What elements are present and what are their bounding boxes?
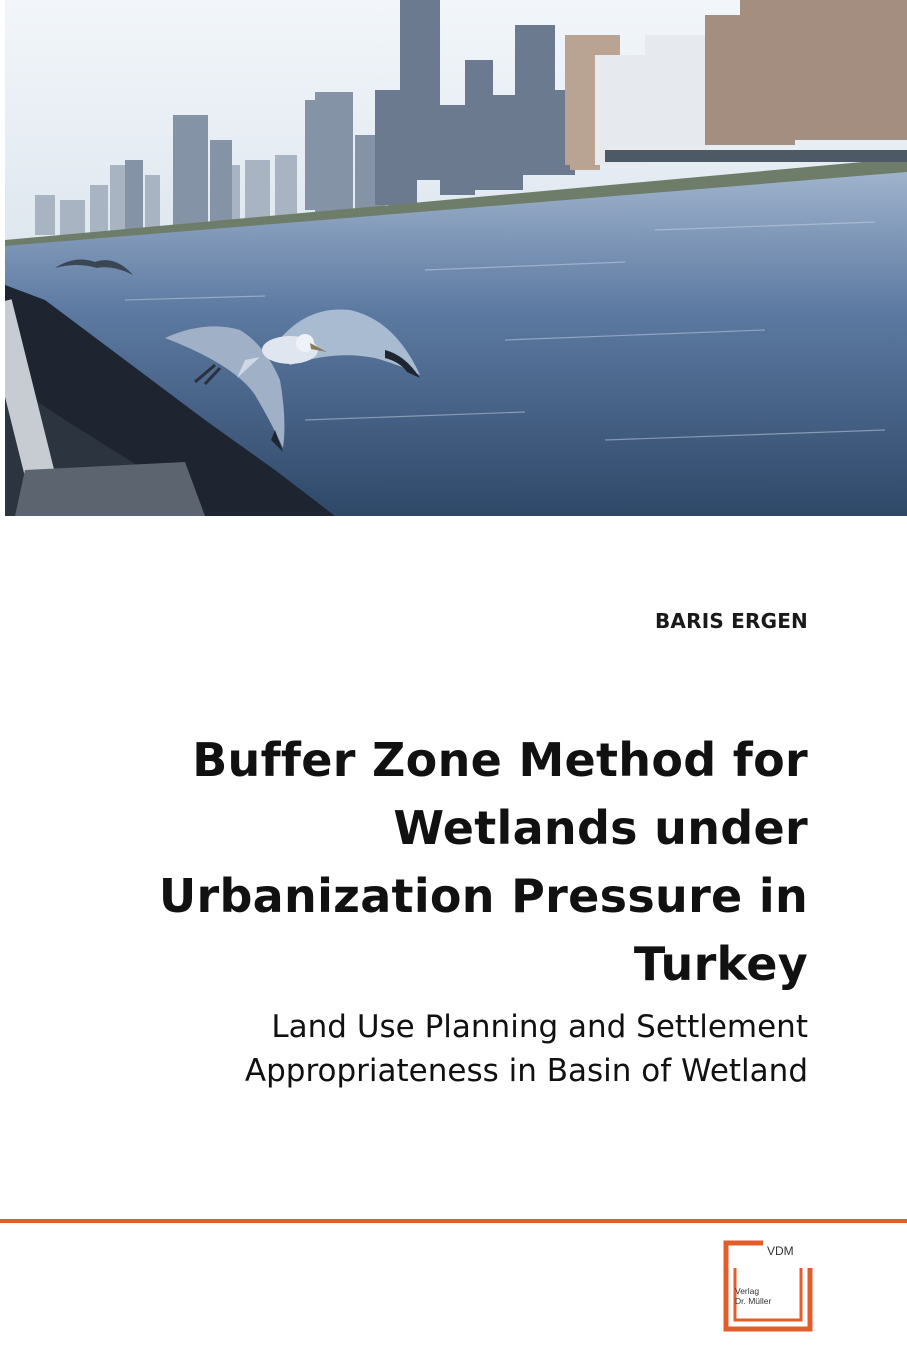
logo-verlag-line1: Verlag: [735, 1286, 760, 1296]
logo-vdm-text: VDM: [767, 1244, 794, 1258]
author-name: BARIS ERGEN: [654, 609, 808, 633]
cover-photo: [5, 0, 907, 516]
logo-verlag-text: [735, 1286, 805, 1306]
logo-verlag-line2: Dr. Müller: [735, 1296, 772, 1306]
book-title: Buffer Zone Method for Wetlands under Urbanization Pressure in Turkey: [158, 733, 808, 991]
skyline-river-image: [5, 0, 907, 516]
book-subtitle: Land Use Planning and Settlement Appropriateness in Basin of Wetland: [244, 1009, 808, 1089]
accent-rule: [0, 1219, 907, 1223]
publisher-logo: [723, 1240, 813, 1332]
